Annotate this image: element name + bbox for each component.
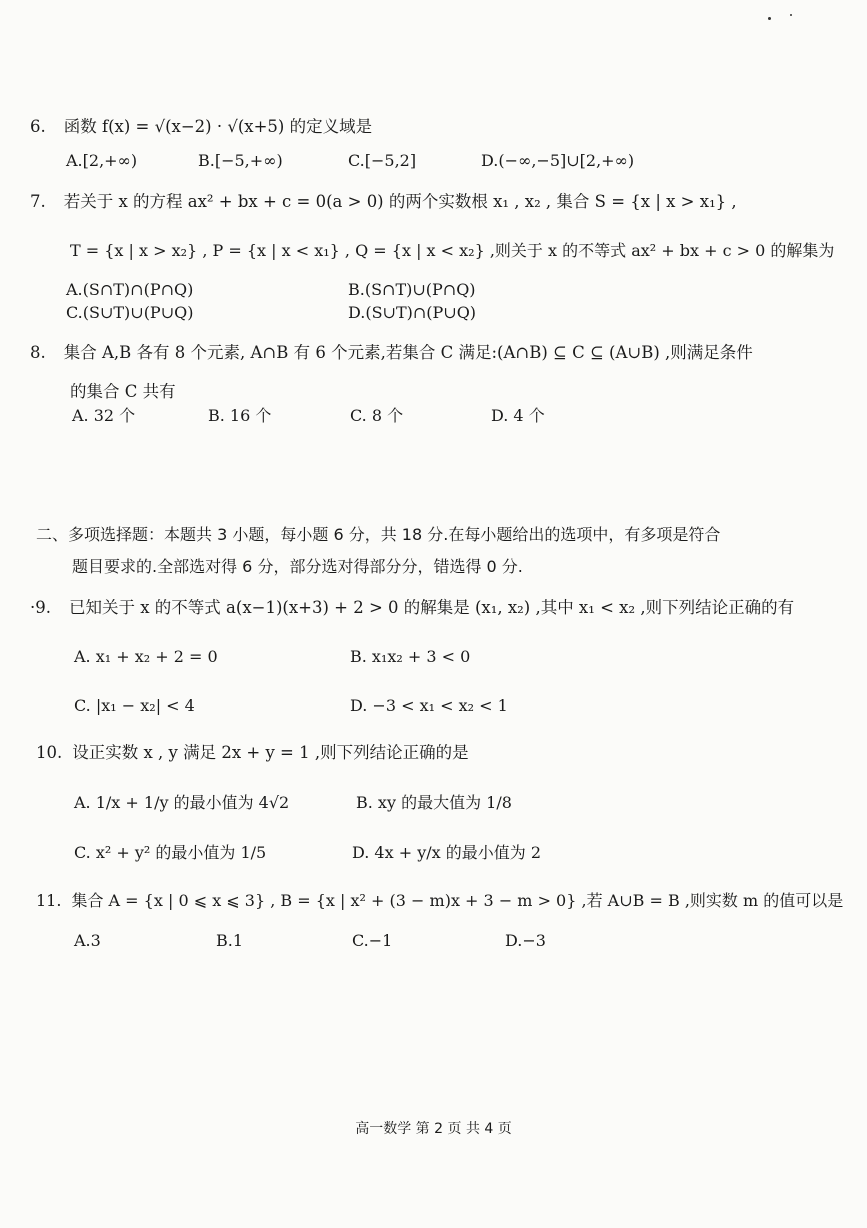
question-8-stem-1: 8. 集合 A,B 各有 8 个元素, A∩B 有 6 个元素,若集合 C 满足:(A∩B) ⊆ C ⊆ (A∪B) ,则满足条件: [30, 343, 753, 362]
q11-option-c: C.−1: [352, 931, 393, 950]
q8-option-a: A. 32 个: [72, 406, 136, 425]
q10-option-c: C. x² + y² 的最小值为 1/5: [74, 843, 267, 862]
q6-option-b: B.[−5,+∞): [198, 151, 283, 170]
question-10-stem: 10. 设正实数 x , y 满足 2x + y = 1 ,则下列结论正确的是: [36, 743, 469, 762]
q8-option-d: D. 4 个: [491, 406, 545, 425]
question-11-stem: 11. 集合 A = {x | 0 ⩽ x ⩽ 3} , B = {x | x² + (3 − m)x + 3 − m > 0} ,若 A∪B = B ,则实数 m 的值可以是: [36, 891, 844, 910]
question-number: 10.: [36, 743, 63, 762]
q11-option-d: D.−3: [505, 931, 546, 950]
q9-option-a: A. x₁ + x₂ + 2 = 0: [74, 647, 218, 666]
q11-option-b: B.1: [216, 931, 244, 950]
q7-option-a: A.(S∩T)∩(P∩Q): [66, 280, 194, 299]
q7-option-c: C.(S∪T)∪(P∪Q): [66, 303, 194, 322]
q8-option-b: B. 16 个: [208, 406, 272, 425]
q10-option-b: B. xy 的最大值为 1/8: [356, 793, 512, 812]
scan-speck: [790, 14, 792, 16]
q9-option-b: B. x₁x₂ + 3 < 0: [350, 647, 471, 666]
q7-option-b: B.(S∩T)∪(P∩Q): [348, 280, 476, 299]
question-7-stem-1: 7. 若关于 x 的方程 ax² + bx + c = 0(a > 0) 的两个实数根 x₁ , x₂ , 集合 S = {x | x > x₁} ,: [30, 192, 737, 211]
q10-option-d: D. 4x + y/x 的最小值为 2: [352, 843, 542, 862]
question-9-stem: ·9. 已知关于 x 的不等式 a(x−1)(x+3) + 2 > 0 的解集是 (x₁, x₂) ,其中 x₁ < x₂ ,则下列结论正确的有: [30, 598, 795, 617]
question-number: 6.: [30, 117, 46, 136]
question-number: 8.: [30, 343, 46, 362]
q8-option-c: C. 8 个: [350, 406, 404, 425]
q9-option-c: C. |x₁ − x₂| < 4: [74, 696, 195, 715]
page-footer: 高一数学 第 2 页 共 4 页: [355, 1121, 512, 1137]
q10-option-a: A. 1/x + 1/y 的最小值为 4√2: [74, 793, 290, 812]
question-7-stem-2: T = {x | x > x₂} , P = {x | x < x₁} , Q = {x | x < x₂} ,则关于 x 的不等式 ax² + bx + c > 0 的解集为: [70, 241, 835, 260]
q6-option-d: D.(−∞,−5]∪[2,+∞): [481, 151, 635, 170]
section-2-instructions-1: 二、多项选择题：本题共 3 小题，每小题 6 分，共 18 分.在每小题给出的选项中，有多项是符合: [36, 525, 721, 544]
q7-option-d: D.(S∪T)∩(P∪Q): [348, 303, 477, 322]
q6-option-c: C.[−5,2]: [348, 151, 417, 170]
question-number: ·9.: [30, 598, 51, 617]
scan-speck: [768, 17, 771, 20]
q11-option-a: A.3: [74, 931, 101, 950]
question-number: 7.: [30, 192, 46, 211]
question-8-stem-2: 的集合 C 共有: [70, 382, 176, 401]
q9-option-d: D. −3 < x₁ < x₂ < 1: [350, 696, 508, 715]
q6-option-a: A.[2,+∞): [66, 151, 138, 170]
question-6-stem: 6. 函数 f(x) = √(x−2) · √(x+5) 的定义域是: [30, 117, 373, 136]
question-number: 11.: [36, 891, 62, 910]
section-2-instructions-2: 题目要求的.全部选对得 6 分，部分选对得部分分，错选得 0 分.: [72, 557, 523, 576]
